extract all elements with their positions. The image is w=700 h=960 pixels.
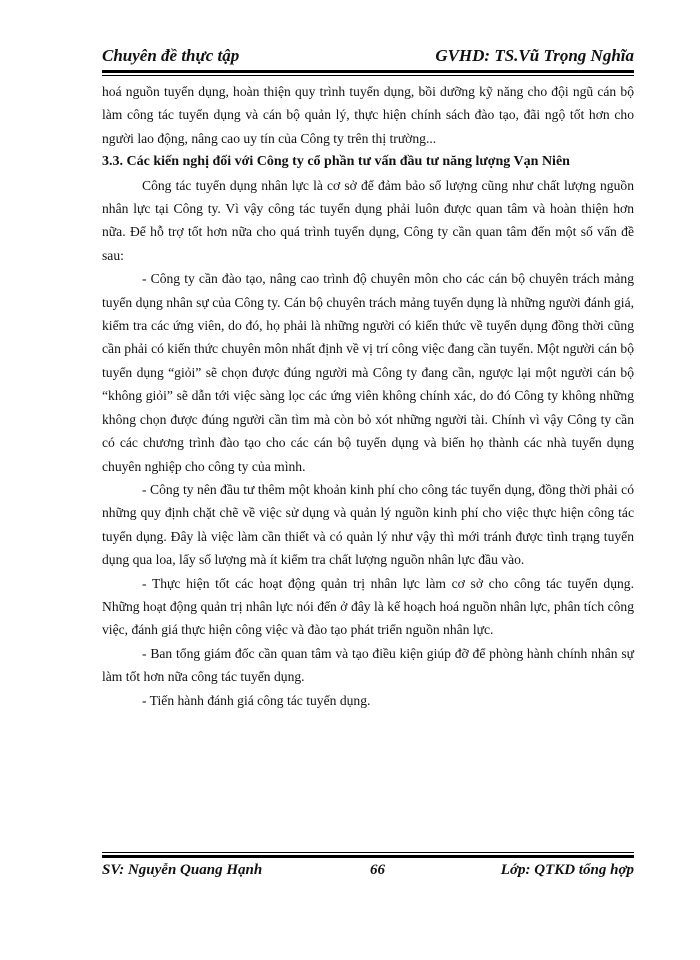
paragraph-2: - Công ty cần đào tạo, nâng cao trình độ chuyên môn cho các cán bộ chuyên trách mảng tuyển dụng nhân sự của Công ty. Cán bộ chuyên trách mảng tuyển dụng là những người đánh giá, kiểm tra các ứng viên, do đó, họ phải là những người có kiến thức về tuyển dụng đồng thời cũng cần phải có kiến thức chuyên môn nhất định về vị trí công việc đang cần tuyển. Một người cán bộ tuyển dụng “giỏi” sẽ chọn được đúng người mà Công ty đang cần, ngược lại một người cán bộ “không giỏi” sẽ dẫn tới việc sàng lọc các ứng viên không chính xác, do đó Công ty không những không chọn được đúng người cần tìm mà còn bỏ xót những người tài. Chính vì vậy Công ty cần có các chương trình đào tạo cho các cán bộ tuyển dụng và biến họ thành các nhà tuyển dụng chuyên nghiệp cho công ty của mình. bbox=[102, 271, 634, 474]
paragraph-1: Công tác tuyển dụng nhân lực là cơ sở để đảm bảo số lượng cũng như chất lượng nguồn nhân lực tại Công ty. Vì vậy công tác tuyển dụng phải luôn được quan tâm và hoàn thiện hơn nữa. Để hỗ trợ tốt hơn nữa cho quá trình tuyển dụng, Công ty cần quan tâm đến một số vấn đề sau: bbox=[102, 177, 634, 263]
paragraph-6: - Tiến hành đánh giá công tác tuyển dụng. bbox=[142, 692, 371, 708]
footer-rule-thin bbox=[102, 852, 634, 853]
paragraph-4: - Thực hiện tốt các hoạt động quản trị nhân lực làm cơ sở cho công tác tuyển dụng. Những hoạt động quản trị nhân lực nói đến ở đây là kế hoạch hoá nguồn nhân lực, phân tích công việc, đánh giá thực hiện công việc và đào tạo phát triển nguồn nhân lực. bbox=[102, 575, 634, 638]
header-rule bbox=[102, 70, 634, 73]
paragraph-3: - Công ty nên đầu tư thêm một khoản kinh phí cho công tác tuyển dụng, đồng thời phải có những quy định chặt chẽ về việc sử dụng và quản lý nguồn kinh phí cho việc thực hiện công tác tuyển dụng. Đây là việc làm cần thiết và có quản lý như vậy thì mới tránh được tình trạng tuyển dụng qua loa, lấy số lượng mà ít kiểm tra chất lượng nguồn nhân lực đầu vào. bbox=[102, 481, 634, 568]
page-footer bbox=[102, 862, 634, 888]
footer-class: Lớp: QTKD tổng hợp bbox=[500, 862, 634, 878]
header-advisor: GVHD: TS.Vũ Trọng Nghĩa bbox=[435, 46, 634, 65]
header-title: Chuyên đề thực tập bbox=[102, 46, 240, 65]
section-heading: 3.3. Các kiến nghị đối với Công ty cổ phần tư vấn đầu tư năng lượng Vạn Niên bbox=[102, 154, 570, 170]
header-rule-thin bbox=[102, 75, 634, 76]
page-number: 66 bbox=[370, 862, 385, 878]
footer-rule bbox=[102, 855, 634, 858]
page-body bbox=[102, 80, 634, 712]
paragraph-5: - Ban tổng giám đốc cần quan tâm và tạo điều kiện giúp đỡ để phòng hành chính nhân sự làm tốt hơn nữa công tác tuyển dụng. bbox=[102, 645, 634, 685]
footer-student: SV: Nguyễn Quang Hạnh bbox=[102, 862, 263, 878]
intro-paragraph: hoá nguồn tuyển dụng, hoàn thiện quy trình tuyển dụng, bồi dưỡng kỹ năng cho đội ngũ cán bộ làm công tác tuyển dụng và cán bộ quản lý, thực hiện chính sách đào tạo, đãi ngộ tốt hơn cho người lao động, nâng cao uy tín của Công ty trên thị trường... bbox=[102, 84, 634, 146]
